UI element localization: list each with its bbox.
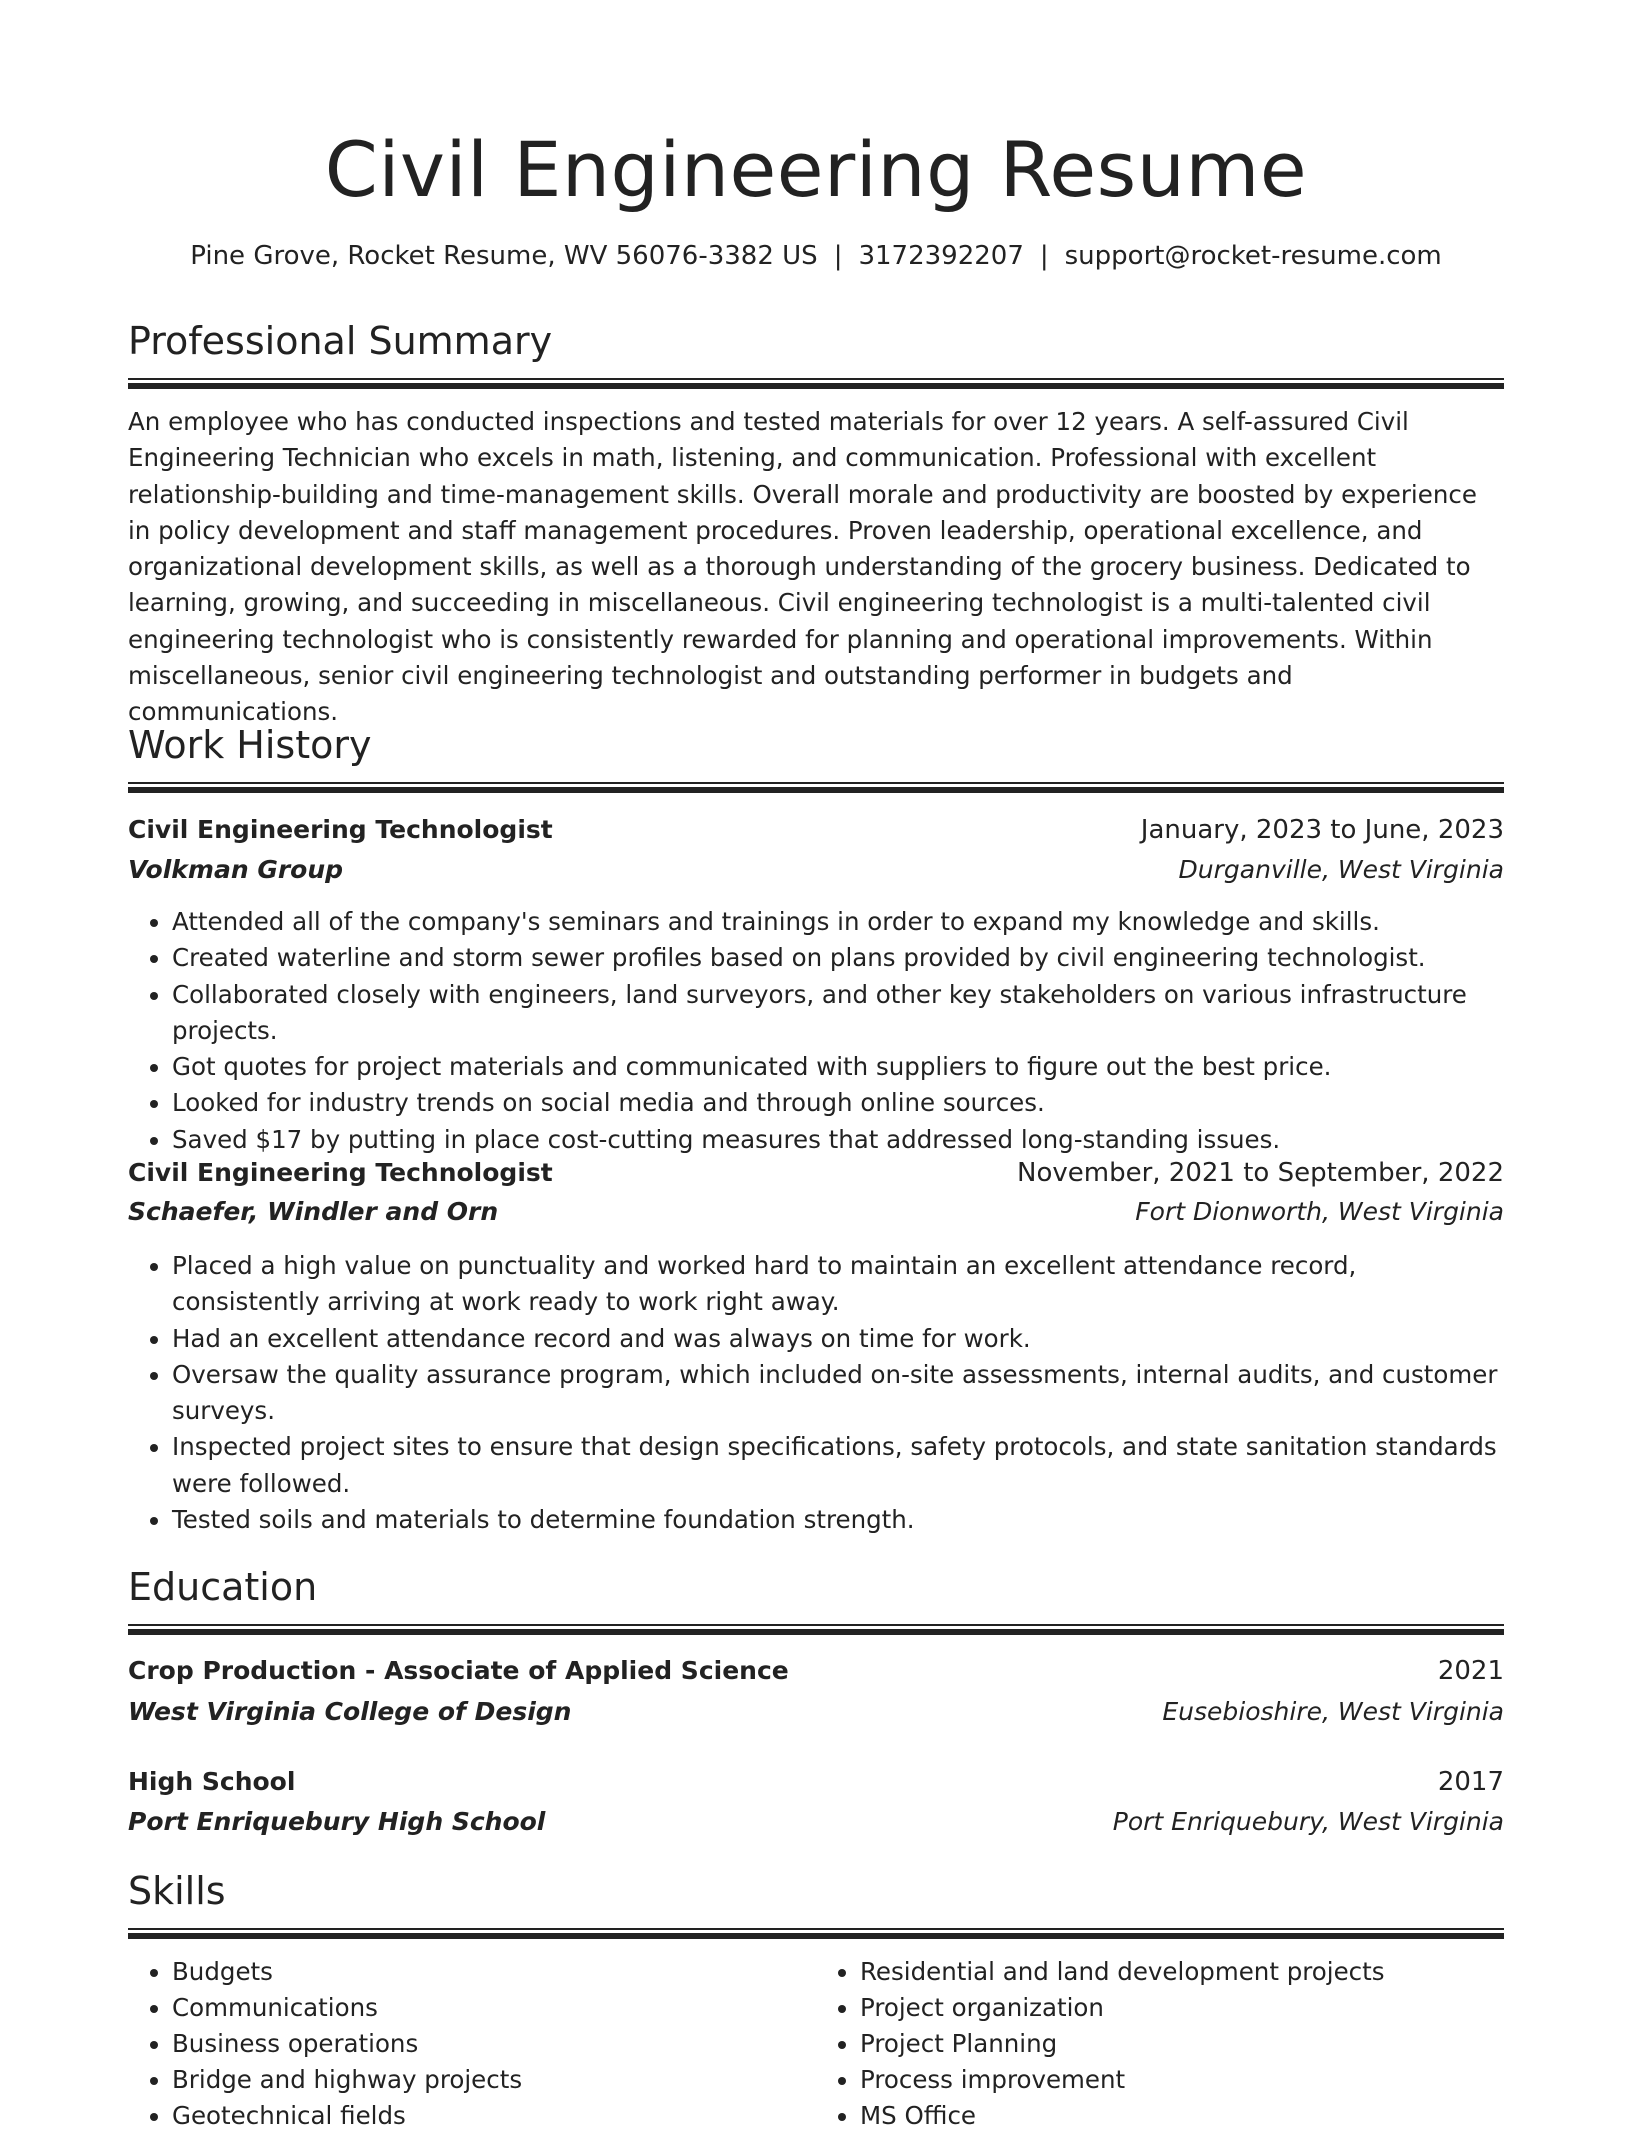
job-header-row	[128, 1153, 1504, 1193]
list-item: • Created waterline and storm sewer profiles based on plans provided by civil engineering technologist.	[172, 940, 1504, 976]
list-item: • Residential and land development projects	[860, 1954, 1504, 1990]
job-company-row	[128, 1192, 1504, 1232]
education-school-row	[128, 1692, 1504, 1732]
job-company: Volkman Group	[128, 855, 344, 884]
skills-columns	[128, 1954, 1504, 2134]
section-title-education: Education	[128, 1565, 318, 1609]
list-item: • Placed a high value on punctuality and worked hard to maintain an excellent attendance record, consistently arriving at work ready to work right away.	[172, 1248, 1504, 1321]
contact-phone: 3172392207	[858, 241, 1024, 271]
job-header-row	[128, 810, 1504, 850]
contact-email: support@rocket-resume.com	[1064, 241, 1442, 271]
list-item: • Attended all of the company's seminars and trainings in order to expand my knowledge and skills.	[172, 904, 1504, 940]
skills-list-right	[816, 1954, 1504, 2134]
contact-address: Pine Grove, Rocket Resume, WV 56076-3382 US	[190, 241, 818, 271]
list-item: • Bridge and highway projects	[172, 2062, 816, 2098]
section-title-summary: Professional Summary	[128, 319, 553, 363]
education-header-row	[128, 1651, 1504, 1691]
list-item: • Budgets	[172, 1954, 816, 1990]
job-location: Fort Dionworth, West Virginia	[1135, 1197, 1504, 1226]
education-school: Port Enriquebury High School	[128, 1807, 546, 1836]
job-position: Civil Engineering Technologist	[128, 815, 553, 844]
job-company-row	[128, 850, 1504, 890]
job-duties-list	[128, 904, 1504, 1158]
education-degree: Crop Production - Associate of Applied Science	[128, 1656, 789, 1685]
skills-section-header	[128, 1866, 1504, 1933]
list-item: • Inspected project sites to ensure that design specifications, safety protocols, and state sanitation standards were followed.	[172, 1429, 1504, 1502]
education-school-row	[128, 1802, 1504, 1842]
section-divider	[128, 1624, 1504, 1629]
section-divider	[128, 782, 1504, 787]
education-location: Port Enriquebury, West Virginia	[1112, 1807, 1504, 1836]
list-item: • Got quotes for project materials and communicated with suppliers to figure out the best price.	[172, 1049, 1504, 1085]
education-header-row	[128, 1762, 1504, 1802]
list-item: • Communications	[172, 1990, 816, 2026]
skills-list-left	[128, 1954, 816, 2134]
section-divider	[128, 1928, 1504, 1933]
list-item: • Business operations	[172, 2026, 816, 2062]
education-location: Eusebioshire, West Virginia	[1162, 1697, 1504, 1726]
job-dates: January, 2023 to June, 2023	[1140, 815, 1504, 845]
job-position: Civil Engineering Technologist	[128, 1158, 553, 1187]
section-title-work: Work History	[128, 723, 372, 767]
contact-separator: |	[1039, 241, 1049, 271]
list-item: • Collaborated closely with engineers, land surveyors, and other key stakeholders on various infrastructure projects.	[172, 977, 1504, 1050]
list-item: • Project Planning	[860, 2026, 1504, 2062]
education-year: 2021	[1437, 1656, 1504, 1686]
education-section-header	[128, 1562, 1504, 1629]
resume-title: Civil Engineering Resume	[324, 125, 1308, 214]
list-item: • Project organization	[860, 1990, 1504, 2026]
list-item: • Geotechnical fields	[172, 2098, 816, 2134]
list-item: • Oversaw the quality assurance program, which included on-site assessments, internal audits, and customer surveys.	[172, 1357, 1504, 1430]
work-section-header	[128, 720, 1504, 787]
list-item: • Looked for industry trends on social media and through online sources.	[172, 1085, 1504, 1121]
job-dates: November, 2021 to September, 2022	[1017, 1158, 1504, 1188]
summary-section-header	[128, 316, 1504, 383]
contact-line	[128, 236, 1504, 276]
education-degree: High School	[128, 1767, 296, 1796]
list-item: • MS Office	[860, 2098, 1504, 2134]
summary-text: An employee who has conducted inspections and tested materials for over 12 years. A self-assured Civil Engineering Technician who excels in math, listening, and communication. Professional with excellent relationship-building and time-management skills. Overall morale and productivity are boosted by experience in policy development and staff management procedures. Proven leadership, operational excellence, and organizational development skills, as well as a thorough understanding of the grocery business. Dedicated to learning, growing, and succeeding in miscellaneous. Civil engineering technologist is a multi-talented civil engineering technologist who is consistently rewarded for planning and operational improvements. Within miscellaneous, senior civil engineering technologist and outstanding performer in budgets and communications.	[128, 407, 1477, 727]
section-title-skills: Skills	[128, 1869, 226, 1913]
job-location: Durganville, West Virginia	[1178, 855, 1504, 884]
job-company: Schaefer, Windler and Orn	[128, 1197, 499, 1226]
education-school: West Virginia College of Design	[128, 1697, 572, 1726]
contact-separator: |	[833, 241, 843, 271]
list-item: • Saved $17 by putting in place cost-cutting measures that addressed long-standing issues.	[172, 1122, 1504, 1158]
education-year: 2017	[1437, 1767, 1504, 1797]
list-item: • Tested soils and materials to determine foundation strength.	[172, 1502, 1504, 1538]
list-item: • Process improvement	[860, 2062, 1504, 2098]
job-duties-list	[128, 1248, 1504, 1538]
list-item: • Had an excellent attendance record and was always on time for work.	[172, 1321, 1504, 1357]
section-divider	[128, 378, 1504, 383]
